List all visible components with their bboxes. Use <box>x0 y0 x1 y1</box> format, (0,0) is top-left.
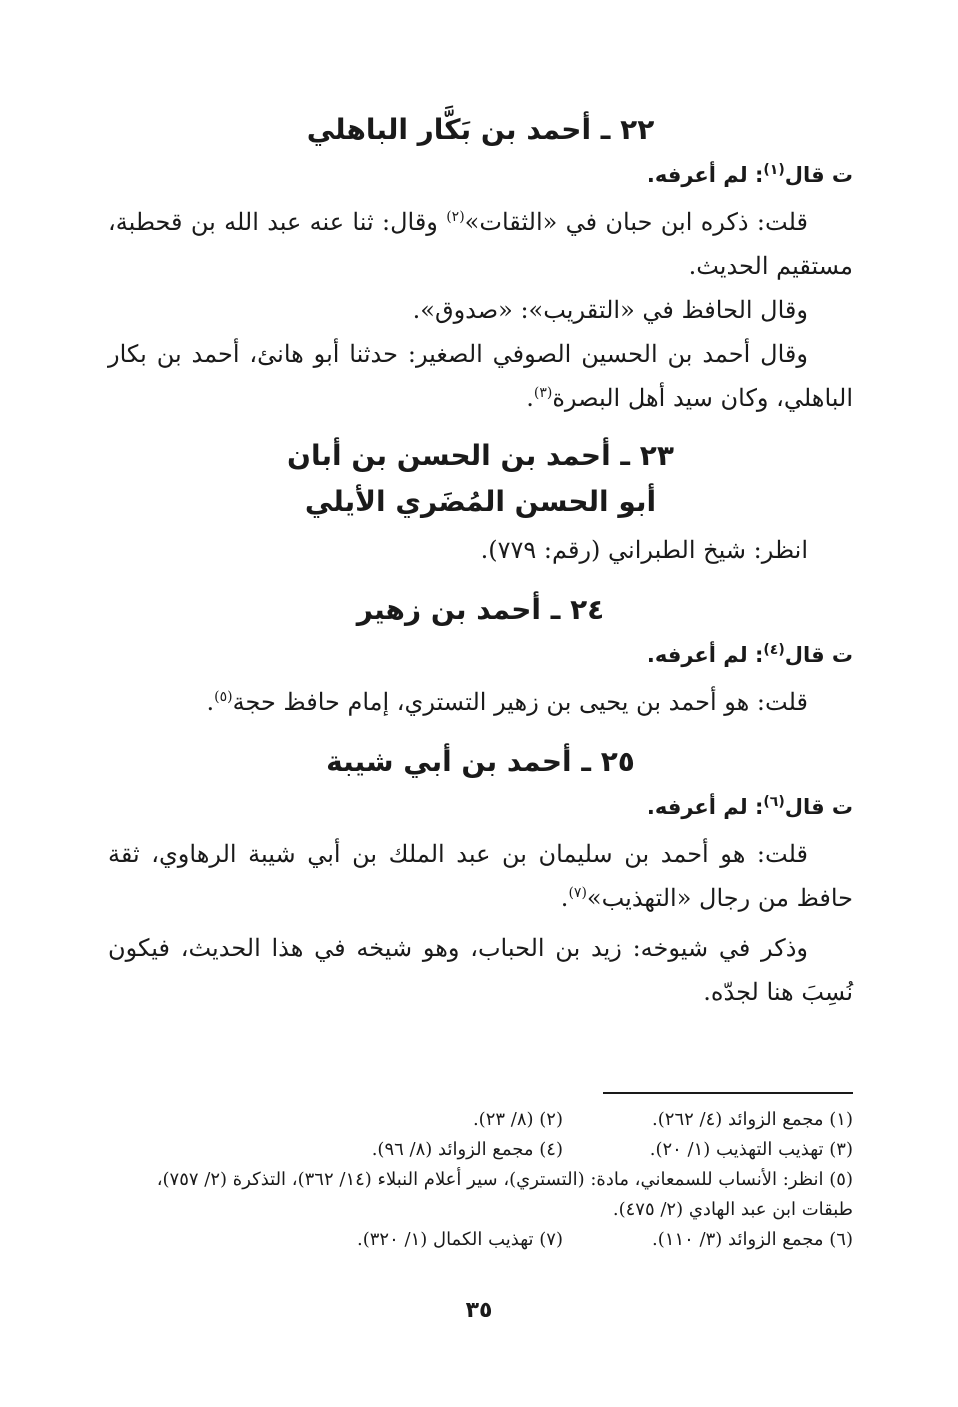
footnote-5: (٥) انظر: الأنساب للسمعاني، مادة: (التستري)، سير أعلام النبلاء (١٤/ ٣٦٢)، التذكرة (٢/ ٧٥٧)، طبقات ابن عبد الهادي (٢/ ٤٧٥). <box>156 1169 853 1220</box>
entry-25-remark <box>108 788 853 826</box>
footnote-ref-7: (٧) <box>568 885 587 901</box>
entry-22-title: ٢٢ ـ أحمد بن بَكَّار الباهلي <box>306 113 655 146</box>
entry-25-paragraph-2: وذكر في شيوخه: زيد بن الحباب، وهو شيخه في هذا الحديث، فيكون نُسِبَ هنا لجدّه. <box>108 934 853 1006</box>
paragraph-text: . <box>206 688 215 716</box>
page-body <box>108 110 853 1014</box>
footnote-ref-1: (١) <box>763 162 785 178</box>
remark-text: : لم أعرفه. <box>646 795 764 819</box>
remark-label: ت قال <box>784 163 853 187</box>
footnote-ref-6: (٦) <box>763 794 785 810</box>
footnote-2: (٢) (٨/ ٢٣). <box>472 1109 563 1130</box>
footnote-row <box>108 1225 853 1255</box>
footnote-3: (٣) تهذيب التهذيب (١/ ٢٠). <box>649 1139 853 1160</box>
entry-23-paragraph-1: انظر: شيخ الطبراني (رقم: ٧٧٩). <box>480 536 808 564</box>
paragraph-text: وقال: ثنا عنه عبد الله بن قحطبة، مستقيم الحديث. <box>108 208 853 280</box>
footnote-ref-3: (٣) <box>533 385 553 401</box>
footnote-row <box>108 1105 853 1135</box>
footnote-ref-4: (٤) <box>763 642 785 658</box>
paragraph-text: وقال أحمد بن الحسين الصوفي الصغير: حدثنا أبو هانئ، أحمد بن بكار الباهلي، وكان سيد أهل البصرة <box>108 340 853 412</box>
remark-label: ت قال <box>784 643 853 667</box>
entry-22-remark <box>108 156 853 194</box>
remark-text: : لم أعرفه. <box>646 163 764 187</box>
footnotes <box>108 1105 853 1255</box>
footnote-7: (٧) تهذيب الكمال (١/ ٣٢٠). <box>357 1229 563 1250</box>
footnote-6: (٦) مجمع الزوائد (٣/ ١١٠). <box>652 1229 853 1250</box>
paragraph-text: قلت: ذكره ابن حبان في «الثقات» <box>464 208 809 236</box>
footnote-separator <box>603 1092 853 1094</box>
paragraph-text: قلت: هو أحمد بن يحيى بن زهير التستري، إمام حافظ حجة <box>232 688 808 716</box>
entry-22-paragraph-2: وقال الحافظ في «التقريب»: «صدوق». <box>412 296 808 324</box>
paragraph-text: قلت: هو أحمد بن سليمان بن عبد الملك بن أبي شيبة الرهاوي، ثقة حافظ من رجال «التهذيب» <box>108 840 853 912</box>
remark-text: : لم أعرفه. <box>646 643 764 667</box>
entry-23-title-line-2: أبو الحسن المُضَري الأيلي <box>304 485 657 518</box>
footnote-ref-5: (٥) <box>214 689 233 705</box>
entry-25-paragraph-1 <box>108 832 853 920</box>
footnote-1: (١) مجمع الزوائد (٤/ ٢٦٢). <box>652 1109 853 1130</box>
entry-22-paragraph-1 <box>108 200 853 288</box>
entry-24-remark <box>108 636 853 674</box>
entry-24-title: ٢٤ ـ أحمد بن زهير <box>356 593 605 626</box>
remark-label: ت قال <box>784 795 853 819</box>
page-number: ٣٥ <box>465 1298 493 1323</box>
paragraph-text: . <box>526 384 534 412</box>
entry-24-paragraph-1 <box>108 680 853 724</box>
entry-25-title: ٢٥ ـ أحمد بن أبي شيبة <box>326 745 635 778</box>
entry-22-paragraph-3 <box>108 332 853 420</box>
entry-23-title-line-1: ٢٣ ـ أحمد بن الحسن بن أبان <box>287 439 674 472</box>
paragraph-text: . <box>560 884 569 912</box>
footnote-4: (٤) مجمع الزوائد (٨/ ٩٦). <box>371 1139 563 1160</box>
footnote-row <box>108 1135 853 1165</box>
footnote-ref-2: (٢) <box>446 209 465 225</box>
